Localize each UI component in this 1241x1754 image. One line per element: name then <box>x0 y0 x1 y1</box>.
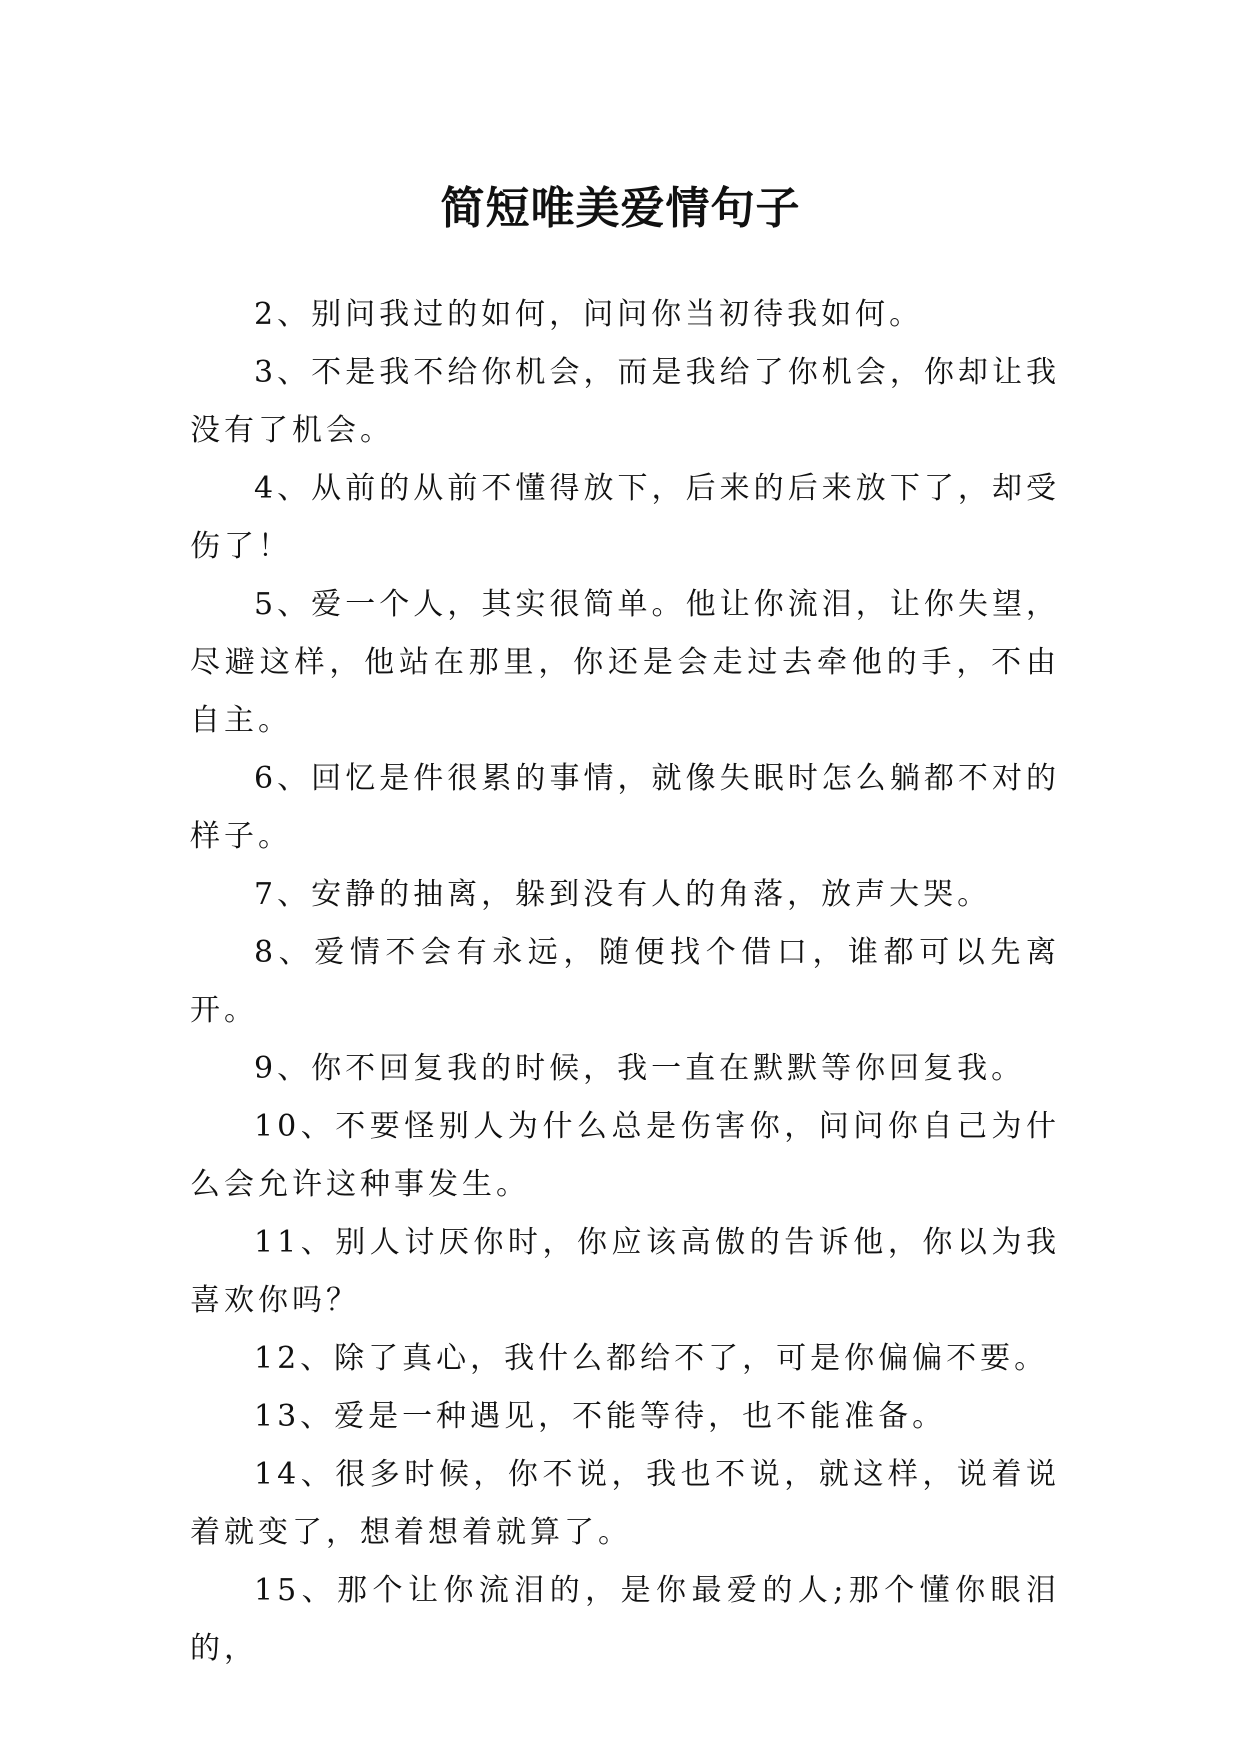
paragraph: 5、爱一个人，其实很简单。他让你流泪，让你失望，尽避这样，他站在那里，你还是会走过去牵他的手，不由自主。 <box>190 587 1060 738</box>
page-title: 简短唯美爱情句子 <box>440 183 801 235</box>
paragraph: 11、别人讨厌你时，你应该高傲的告诉他，你以为我喜欢你吗？ <box>190 1225 1060 1318</box>
paragraph: 4、从前的从前不懂得放下，后来的后来放下了，却受伤了！ <box>190 471 1060 564</box>
paragraph: 2、别问我过的如何，问问你当初待我如何。 <box>254 297 924 332</box>
paragraph: 15、那个让你流泪的，是你最爱的人;那个懂你眼泪的， <box>190 1573 1060 1666</box>
paragraph: 13、爱是一种遇见，不能等待，也不能准备。 <box>254 1399 947 1434</box>
document-body <box>190 286 1060 1678</box>
paragraph: 10、不要怪别人为什么总是伤害你，问问你自己为什么会允许这种事发生。 <box>190 1109 1060 1202</box>
paragraph: 8、爱情不会有永远，随便找个借口，谁都可以先离开。 <box>190 935 1060 1028</box>
paragraph: 6、回忆是件很累的事情，就像失眠时怎么躺都不对的样子。 <box>190 761 1060 854</box>
paragraph: 14、很多时候，你不说，我也不说，就这样，说着说着就变了，想着想着就算了。 <box>190 1457 1060 1550</box>
paragraph: 12、除了真心，我什么都给不了，可是你偏偏不要。 <box>254 1341 1049 1376</box>
paragraph: 3、不是我不给你机会，而是我给了你机会，你却让我没有了机会。 <box>190 355 1060 448</box>
paragraph: 9、你不回复我的时候，我一直在默默等你回复我。 <box>254 1051 1026 1086</box>
paragraph: 7、安静的抽离，躲到没有人的角落，放声大哭。 <box>254 877 992 912</box>
